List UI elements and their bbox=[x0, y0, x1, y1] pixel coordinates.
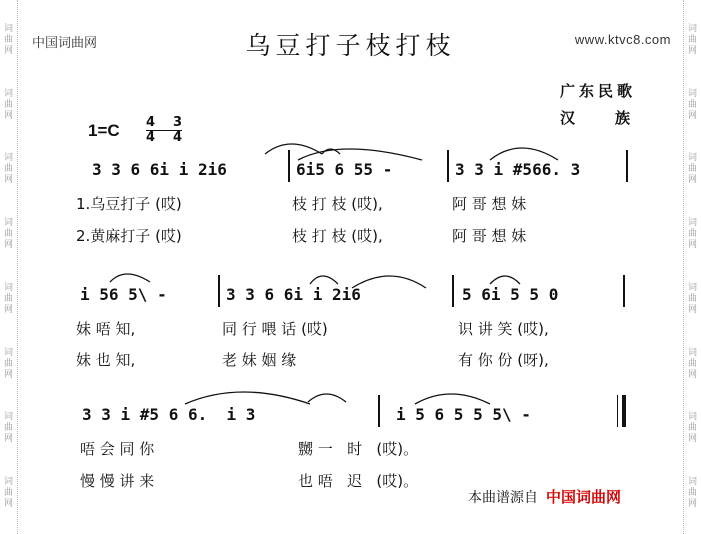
watermark-char: 曲 bbox=[3, 99, 13, 110]
key-signature: 1=C bbox=[88, 121, 120, 140]
watermark-char: 网 bbox=[3, 499, 13, 510]
watermark-char: 词 bbox=[687, 88, 697, 99]
watermark-char: 网 bbox=[3, 434, 13, 445]
watermark-char: 网 bbox=[687, 369, 697, 380]
watermark-char: 曲 bbox=[687, 423, 697, 434]
lyric-row1-verse2-c: 阿 哥 想 妹 bbox=[452, 227, 527, 245]
lyric-row1-verse1-a: 1.乌豆打子 (哎) bbox=[76, 195, 182, 213]
lyric-row1-verse2-b: 枝 打 枝 (哎), bbox=[292, 227, 383, 245]
notes-row1-bar2: 6i5 6 55 - bbox=[296, 160, 393, 179]
watermark-char: 曲 bbox=[3, 229, 13, 240]
time-sig-top-2: 3 bbox=[172, 115, 182, 130]
watermark-group bbox=[4, 477, 13, 510]
watermark-char: 网 bbox=[3, 110, 13, 121]
watermark-char: 网 bbox=[687, 175, 697, 186]
final-barline-thick bbox=[622, 395, 626, 427]
watermark-char: 网 bbox=[687, 499, 697, 510]
watermark-group bbox=[688, 283, 697, 316]
watermark-group bbox=[4, 283, 13, 316]
barline bbox=[288, 150, 290, 182]
lyric-row1-verse1-c: 阿 哥 想 妹 bbox=[452, 195, 527, 213]
nation-char-2: 族 bbox=[614, 109, 630, 127]
left-watermark-strip bbox=[0, 0, 18, 534]
watermark-char: 网 bbox=[687, 304, 697, 315]
lyric-row2-verse1-c: 识 讲 笑 (哎), bbox=[458, 320, 549, 338]
notes-row3-bar1: 3 3 i #5 6 6. i 3 bbox=[82, 405, 256, 424]
watermark-char: 网 bbox=[3, 240, 13, 251]
notes-row1-bar1: 3 3 6 6i i 2i6 bbox=[92, 160, 227, 179]
watermark-char: 曲 bbox=[687, 293, 697, 304]
watermark-group bbox=[688, 89, 697, 122]
watermark-char: 词 bbox=[3, 23, 13, 34]
watermark-char: 曲 bbox=[687, 34, 697, 45]
watermark-group bbox=[688, 412, 697, 445]
notes-row1-bar3: 3 3 i #566. 3 bbox=[455, 160, 581, 179]
footer-credit bbox=[468, 486, 621, 507]
lyric-row1-verse2-a: 2.黄麻打子 (哎) bbox=[76, 227, 182, 245]
song-title: 乌豆打子枝打枝 bbox=[245, 31, 456, 60]
watermark-char: 网 bbox=[687, 434, 697, 445]
watermark-char: 曲 bbox=[687, 229, 697, 240]
barline bbox=[447, 150, 449, 182]
lyric-row3-verse1-a: 唔 会 同 你 bbox=[80, 440, 155, 458]
lyric-row2-verse1-b: 同 行 喂 话 (哎) bbox=[222, 320, 328, 338]
nation-char-1: 汉 bbox=[560, 109, 576, 127]
barline bbox=[452, 275, 454, 307]
watermark-char: 词 bbox=[687, 23, 697, 34]
site-name: 中国词曲网 bbox=[32, 36, 98, 51]
notes-row2-bar3: 5 6i 5 5 0 bbox=[462, 285, 559, 304]
watermark-group bbox=[688, 477, 697, 510]
watermark-char: 词 bbox=[687, 282, 697, 293]
watermark-char: 曲 bbox=[687, 488, 697, 499]
watermark-group bbox=[688, 153, 697, 186]
watermark-char: 词 bbox=[687, 153, 697, 164]
notes-row2-bar2: 3 3 6 6i i 2i6 bbox=[226, 285, 361, 304]
watermark-char: 词 bbox=[3, 412, 13, 423]
watermark-char: 词 bbox=[687, 412, 697, 423]
watermark-char: 网 bbox=[687, 110, 697, 121]
slur-row1 bbox=[90, 132, 630, 162]
footer-source-label: 本曲谱源自 bbox=[468, 490, 538, 506]
watermark-group bbox=[4, 412, 13, 445]
watermark-char: 网 bbox=[687, 240, 697, 251]
lyric-row3-verse1-b: 嬲 一 时 (哎)。 bbox=[298, 440, 419, 458]
watermark-char: 网 bbox=[3, 304, 13, 315]
notes-row2-bar1: i 56 5\ - bbox=[80, 285, 167, 304]
watermark-char: 曲 bbox=[687, 99, 697, 110]
watermark-char: 曲 bbox=[687, 358, 697, 369]
watermark-char: 曲 bbox=[3, 164, 13, 175]
watermark-char: 网 bbox=[3, 369, 13, 380]
lyric-row2-verse2-c: 有 你 份 (呀), bbox=[458, 351, 549, 369]
watermark-char: 词 bbox=[687, 347, 697, 358]
watermark-char: 网 bbox=[687, 45, 697, 56]
watermark-char: 词 bbox=[687, 218, 697, 229]
watermark-char: 词 bbox=[3, 477, 13, 488]
barline bbox=[378, 395, 380, 427]
watermark-char: 曲 bbox=[3, 358, 13, 369]
song-origin: 广东民歌 bbox=[560, 82, 637, 100]
time-sig-bottom-2: 4 bbox=[172, 130, 182, 145]
lyric-row1-verse1-b: 枝 打 枝 (哎), bbox=[292, 195, 383, 213]
watermark-char: 曲 bbox=[687, 164, 697, 175]
watermark-group bbox=[688, 348, 697, 381]
watermark-group bbox=[4, 153, 13, 186]
barline bbox=[218, 275, 220, 307]
lyric-row2-verse2-b: 老 妹 姻 缘 bbox=[222, 351, 297, 369]
lyric-row3-verse2-b: 也 唔 迟 (哎)。 bbox=[298, 472, 419, 490]
time-sig-top-1: 4 bbox=[146, 115, 156, 130]
notes-row3-bar2: i 5 6 5 5 5\ - bbox=[396, 405, 531, 424]
right-watermark-strip bbox=[683, 0, 701, 534]
watermark-group bbox=[4, 218, 13, 251]
time-sig-bottom-1: 4 bbox=[146, 130, 156, 145]
watermark-char: 曲 bbox=[3, 423, 13, 434]
song-nation bbox=[560, 107, 630, 128]
watermark-group bbox=[4, 348, 13, 381]
final-barline-thin bbox=[617, 395, 618, 427]
watermark-char: 词 bbox=[3, 88, 13, 99]
lyric-row2-verse1-a: 妹 唔 知, bbox=[76, 320, 136, 338]
barline bbox=[623, 275, 625, 307]
barline bbox=[626, 150, 628, 182]
watermark-char: 网 bbox=[3, 175, 13, 186]
lyric-row3-verse2-a: 慢 慢 讲 来 bbox=[80, 472, 155, 490]
watermark-char: 词 bbox=[3, 153, 13, 164]
watermark-char: 曲 bbox=[3, 34, 13, 45]
footer-brand-link[interactable]: 中国词曲网 bbox=[546, 488, 622, 506]
watermark-char: 词 bbox=[3, 282, 13, 293]
watermark-group bbox=[688, 218, 697, 251]
watermark-char: 词 bbox=[687, 477, 697, 488]
watermark-char: 网 bbox=[3, 45, 13, 56]
watermark-char: 词 bbox=[3, 218, 13, 229]
lyric-row2-verse2-a: 妹 也 知, bbox=[76, 351, 136, 369]
watermark-char: 词 bbox=[3, 347, 13, 358]
watermark-char: 曲 bbox=[3, 488, 13, 499]
site-url[interactable]: www.ktvc8.com bbox=[574, 32, 671, 47]
watermark-group bbox=[4, 89, 13, 122]
watermark-char: 曲 bbox=[3, 293, 13, 304]
